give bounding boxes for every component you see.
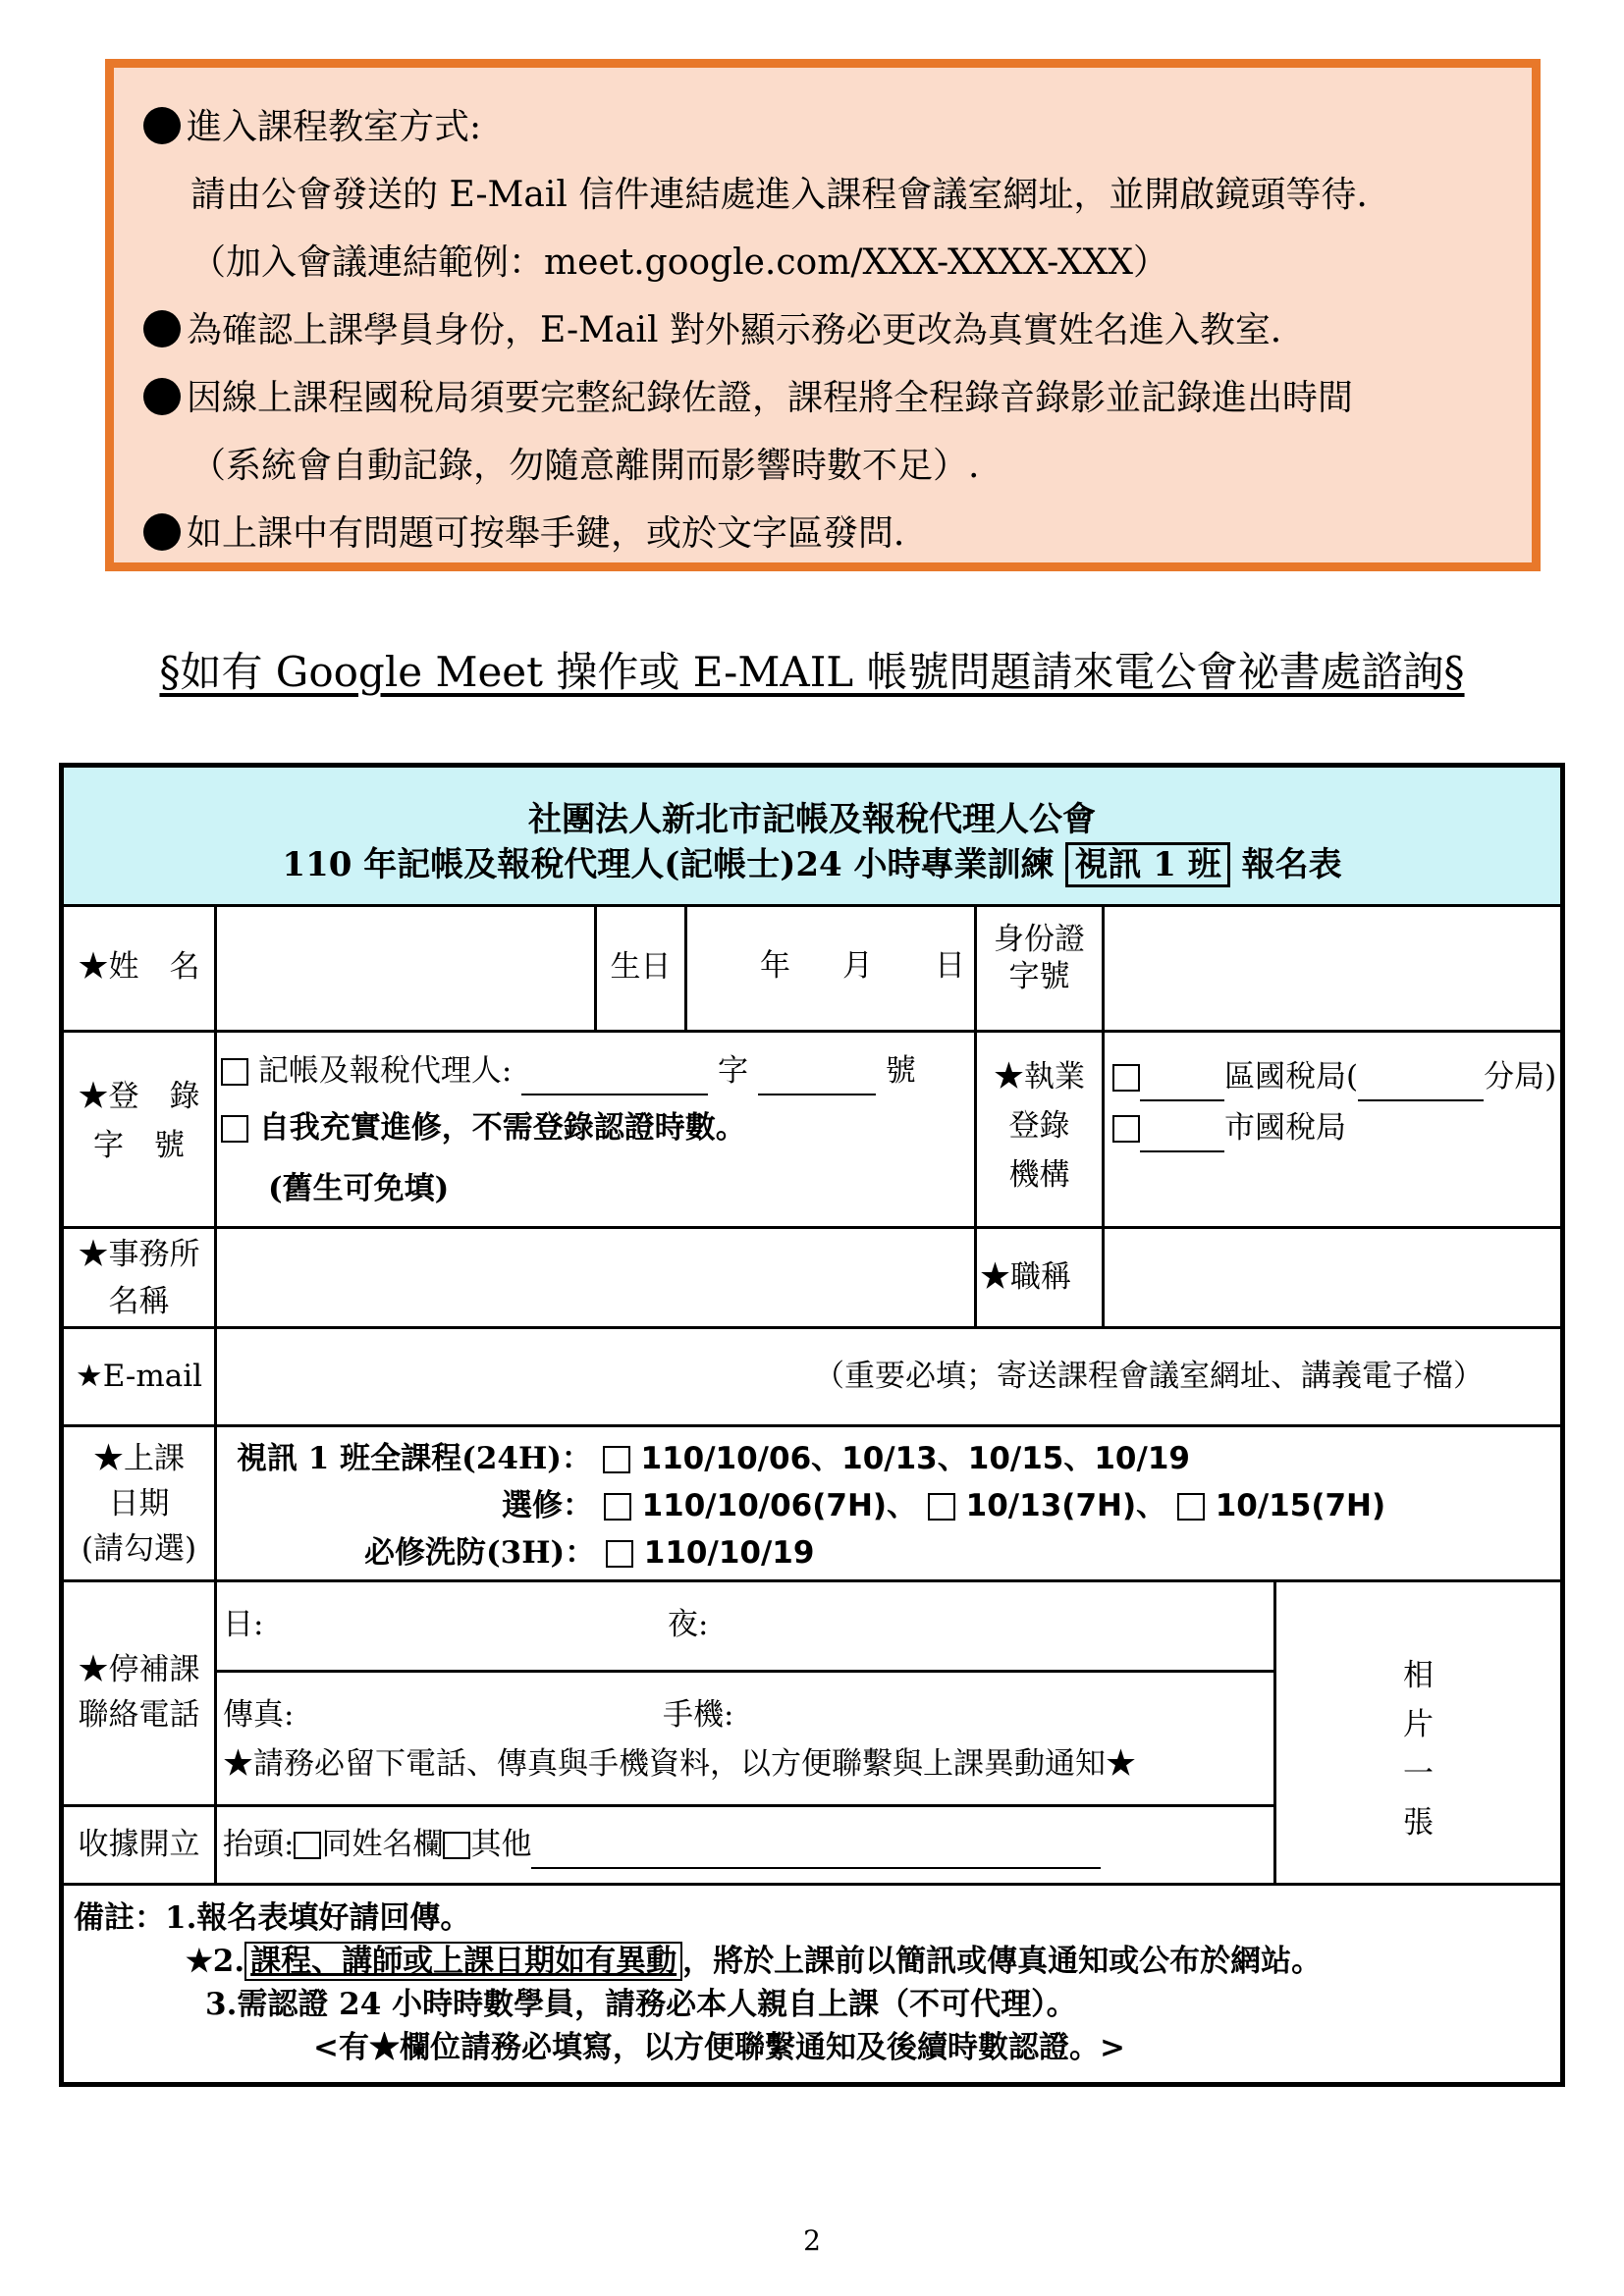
receipt-options: 抬頭: 同姓名欄 其他 — [223, 1820, 1101, 1869]
required-course-option: 必修洗防(3H)： 110/10/19 — [364, 1535, 815, 1571]
notice-item-2: 為確認上課學員身份，E-Mail 對外顯示務必更改為真實姓名進入教室． — [143, 296, 1532, 364]
reg-option-self: 自我充實進修，不需登錄認證時數。 — [221, 1103, 746, 1152]
remarks — [74, 1896, 1322, 2069]
name-field[interactable] — [217, 910, 594, 1030]
reg-word-input[interactable] — [521, 1060, 708, 1095]
remark-3: 3.需認證 24 小時時數學員，請務必本人親自上課（不可代理）。 — [205, 1987, 1077, 2022]
notice-item-1-example: （加入會議連結範例：meet.google.com/XXX-XXXX-XXX） — [190, 242, 1168, 283]
notice-item-4: 如上課中有問題可按舉手鍵，或於文字區發問． — [143, 500, 1532, 567]
bullet-icon — [143, 107, 181, 144]
city-bureau-checkbox[interactable] — [1112, 1115, 1140, 1143]
bullet-icon — [143, 513, 181, 551]
birth-field[interactable]: 年 月 日 — [760, 948, 965, 984]
bullet-icon — [143, 378, 181, 415]
email-label: ★E-mail — [75, 1359, 203, 1394]
receipt-label: 收據開立 — [78, 1827, 200, 1862]
receipt-other-checkbox[interactable] — [443, 1832, 470, 1859]
help-headline: §如有 Google Meet 操作或 E-MAIL 帳號問題請來電公會祕書處諮詢§ — [159, 648, 1465, 696]
row-divider — [64, 1579, 1560, 1582]
row-divider — [64, 1030, 1560, 1033]
notice-item-3: 因線上課程國稅局須要完整紀錄佐證，課程將全程錄音錄影並記錄進出時間 — [143, 364, 1532, 432]
elective-1013-checkbox[interactable] — [928, 1493, 955, 1521]
night-phone-label: 夜: — [668, 1607, 709, 1642]
full-course-option: 視訊 1 班全課程(24H)： 110/10/06、10/13、10/15、10/19 — [237, 1441, 1190, 1476]
day-phone-label: 日: — [223, 1607, 264, 1642]
receipt-same-name-checkbox[interactable] — [294, 1832, 321, 1859]
office-label: ★事務所 名稱 — [78, 1237, 200, 1319]
reg-number-input[interactable] — [758, 1060, 876, 1095]
district-input[interactable] — [1140, 1066, 1224, 1101]
contact-label: ★停補課 聯絡電話 — [78, 1652, 200, 1733]
email-note: （重要必填；寄送課程會議室網址、講義電子檔） — [814, 1359, 1484, 1394]
row-divider — [214, 1670, 1276, 1673]
elective-1006-checkbox[interactable] — [604, 1493, 631, 1521]
job-title-label: ★職稱 — [980, 1259, 1071, 1295]
city-input[interactable] — [1140, 1117, 1224, 1152]
page-number: 2 — [803, 2224, 821, 2257]
contact-note: ★請務必留下電話、傳真與手機資料，以方便聯繫與上課異動通知★ — [223, 1746, 1136, 1782]
birth-label: 生日 — [610, 949, 672, 985]
form-class-box: 視訊 1 班 — [1065, 842, 1229, 887]
name-label: ★姓 名 — [78, 949, 200, 985]
reg-option-agent: 記帳及報稅代理人: 字 號 — [221, 1046, 916, 1095]
practice-label: ★執業 登錄 機構 — [994, 1059, 1085, 1193]
form-org: 社團法人新北市記帳及報稅代理人公會 — [528, 800, 1096, 839]
practice-option-city: 市國稅局 — [1112, 1103, 1346, 1152]
mobile-label: 手機: — [663, 1697, 734, 1733]
reg-agent-checkbox[interactable] — [221, 1058, 248, 1086]
id-number-field[interactable] — [1105, 910, 1560, 1030]
district-bureau-checkbox[interactable] — [1112, 1064, 1140, 1092]
id-label: 身份證 字號 — [994, 922, 1085, 994]
form-title: 110 年記帳及報稅代理人(記帳士)24 小時專業訓練 視訊 1 班 報名表 — [64, 842, 1560, 887]
row-divider — [64, 1883, 1560, 1886]
notice-item-1: 進入課程教室方式: — [143, 93, 1532, 161]
required-course-checkbox[interactable] — [606, 1540, 633, 1568]
row-divider — [64, 1424, 1560, 1427]
office-name-field[interactable] — [217, 1229, 974, 1326]
photo-placeholder: 相 片 一 張 — [1403, 1658, 1434, 1841]
remark-1: 備註：1.報名表填好請回傳。 — [74, 1900, 471, 1936]
job-title-field[interactable] — [1105, 1229, 1560, 1326]
elective-1015-checkbox[interactable] — [1177, 1493, 1205, 1521]
remark-2: ★2. 課程、講師或上課日期如有異動 ，將於上課前以簡訊或傳真通知或公布於網站。 — [186, 1944, 1323, 1979]
row-divider — [64, 1804, 1276, 1807]
notice-box — [105, 59, 1541, 571]
reg-self-checkbox[interactable] — [221, 1115, 248, 1143]
registration-form — [59, 763, 1565, 2087]
practice-option-district: 區國稅局( 分局) — [1112, 1052, 1556, 1101]
notice-item-3-note: （系統會自動記錄，勿隨意離開而影響時數不足）. — [190, 446, 980, 486]
form-header — [64, 768, 1560, 907]
elective-options: 選修： 110/10/06(7H)、 10/13(7H)、 10/15(7H) — [502, 1488, 1386, 1523]
receipt-other-input[interactable] — [531, 1834, 1101, 1869]
full-course-checkbox[interactable] — [603, 1446, 630, 1473]
reg-note: (舊生可免填) — [268, 1171, 450, 1206]
reg-label: ★登 錄 字 號 — [78, 1079, 200, 1163]
branch-input[interactable] — [1358, 1066, 1484, 1101]
notice-item-1-body: 請由公會發送的 E-Mail 信件連結處進入課程會議室網址，並開啟鏡頭等待. — [190, 175, 1368, 215]
date-label: ★上課 日期 (請勾選) — [81, 1441, 197, 1567]
fax-label: 傳真: — [223, 1697, 295, 1733]
remark-4: <有★欄位請務必填寫，以方便聯繫通知及後續時數認證。> — [313, 2030, 1125, 2065]
bullet-icon — [143, 310, 181, 347]
